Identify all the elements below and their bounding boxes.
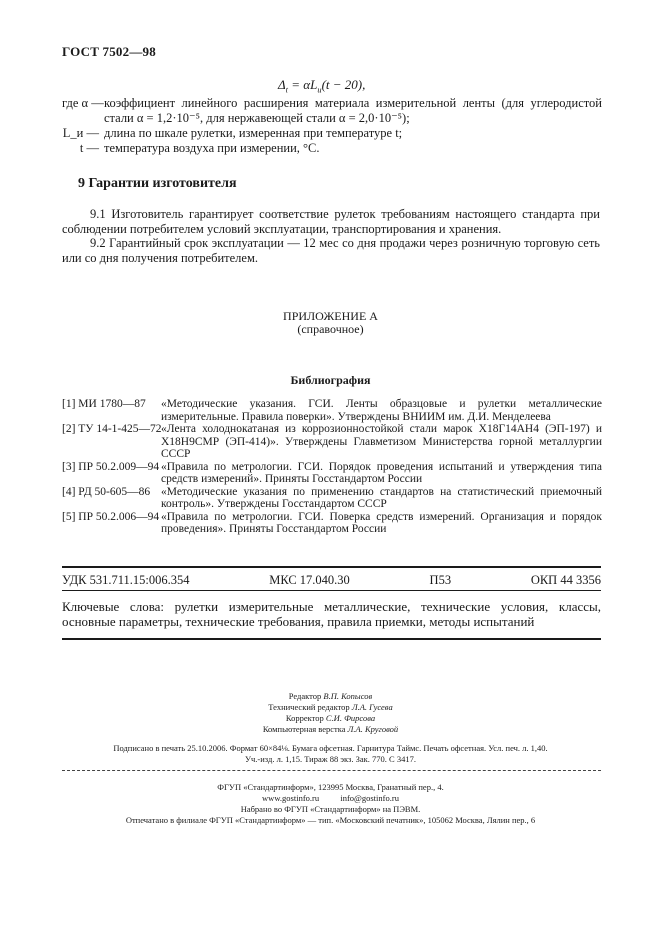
bibliography-text: «Методические указания по применению стандартов на статистический приемочный контроль». Утверждены Госстандартом СССР: [161, 485, 602, 510]
paragraph-9-2: 9.2 Гарантийный срок эксплуатации — 12 мес со дня продажи через розничную торговую сеть или со дня получения потребителем.: [62, 236, 600, 265]
mks-code: МКС 17.040.30: [269, 573, 350, 587]
udk-code: УДК 531.711.15:006.354: [62, 573, 190, 587]
credit-role: Редактор: [288, 691, 322, 701]
bibliography-entry: [62, 511, 602, 536]
definition-row: [62, 141, 602, 156]
classification-row: [62, 573, 601, 588]
definition-symbol: t —: [79, 141, 99, 155]
definition-text: длина по шкале рулетки, измеренная при температуре t;: [104, 126, 403, 140]
divider-dashed: [62, 770, 601, 771]
bibliography-entry: [62, 461, 602, 486]
bibliography-text: «Правила по метрологии. ГСИ. Поверка средств измерений. Организация и порядок проведения». Приняты Госстандартом России: [161, 510, 602, 535]
credit-role: Корректор: [285, 713, 324, 723]
divider-middle: [62, 590, 601, 591]
definition-row: [62, 126, 602, 141]
appendix-subtitle: (справочное): [297, 322, 364, 336]
credit-name: В.П. Копысов: [323, 691, 373, 701]
document-header: ГОСТ 7502—98: [62, 44, 156, 59]
publisher-line-3: Набрано во ФГУП «Стандартинформ» на ПЭВМ.: [240, 804, 421, 814]
credit-name: Л.А. Круговой: [347, 724, 399, 734]
bibliography-code: [2] ТУ 14-1-425—72: [62, 423, 162, 435]
credit-line: [0, 713, 661, 724]
p-code: П53: [429, 573, 452, 587]
formula: $\Delta_t = \alpha L_и(t - 20)$,: [278, 77, 366, 95]
credit-role: Компьютерная верстка: [262, 724, 346, 734]
print-info-line-1: Подписано в печать 25.10.2006. Формат 60×84⅛. Бумага офсетная. Гарнитура Таймс. Печать офсетная. Усл. печ. л. 1,40.: [113, 743, 548, 753]
bibliography-text: «Методические указания. ГСИ. Ленты образцовые и рулетки металлические измерительные. Правила поверки». Утверждены ВНИИМ им. Д.И. Менделеева: [161, 398, 602, 423]
bibliography-title: Библиография: [290, 373, 371, 387]
bibliography-text: «Правила по метрологии. ГСИ. Порядок проведения испытаний и утверждения типа средств измерений». Приняты Госстандартом России: [161, 460, 602, 485]
credit-role: Технический редактор: [268, 702, 350, 712]
credit-name: С.И. Фирсова: [325, 713, 376, 723]
section-title: 9 Гарантии изготовителя: [78, 176, 237, 191]
publisher-line-1: ФГУП «Стандартинформ», 123995 Москва, Гранатный пер., 4.: [217, 782, 444, 792]
okp-code: ОКП 44 3356: [530, 573, 601, 587]
credit-name: Л.А. Гусева: [351, 702, 393, 712]
publisher-line-4: Отпечатано в филиале ФГУП «Стандартинформ» — тип. «Московский печатник», 105062 Москва, Лялин пер., 6: [125, 815, 536, 825]
credit-line: [0, 724, 661, 735]
definition-symbol: L_и —: [62, 126, 99, 140]
bibliography-entry: [62, 398, 602, 423]
bibliography-code: [1] МИ 1780—87: [62, 398, 146, 410]
definition-symbol: где α —: [62, 96, 104, 110]
definition-list: [62, 96, 602, 156]
definition-text: температура воздуха при измерении, °С.: [104, 141, 320, 155]
credit-line: [0, 702, 661, 713]
bibliography-text: «Лента холоднокатаная из коррозионностойкой стали марок Х18Г14АН4 (ЭП-197) и Х18Н9СМР (ЭП-414)». Утверждены Главметизом Министерства горной металлургии СССР: [161, 423, 602, 460]
definition-text: коэффициент линейного расширения материала измерительной ленты (для углеродистой стали α = 1,2·10⁻⁵, для нержавеющей стали α = 2,0·10⁻⁵);: [104, 96, 602, 125]
divider-bottom: [62, 638, 601, 640]
keywords: Ключевые слова: рулетки измерительные металлические, технические условия, классы, основные параметры, технические требования, правила приемки, методы испытаний: [62, 599, 601, 629]
appendix-title: ПРИЛОЖЕНИЕ А: [283, 309, 378, 323]
bibliography-code: [5] ПР 50.2.006—94: [62, 510, 160, 523]
bibliography-code: [4] РД 50-605—86: [62, 485, 151, 498]
definition-row: [62, 96, 602, 126]
bibliography-code: [3] ПР 50.2.009—94: [62, 460, 160, 473]
bibliography-entry: [62, 423, 602, 461]
publisher-line-2: www.gostinfo.ru info@gostinfo.ru: [262, 793, 399, 803]
bibliography-entry: [62, 486, 602, 511]
print-info-line-2: Уч.-изд. л. 1,15. Тираж 88 экз. Зак. 770. С 3417.: [245, 754, 416, 764]
credit-line: [0, 691, 661, 702]
divider-top: [62, 566, 601, 568]
bibliography-list: [62, 398, 602, 536]
paragraph-9-1: 9.1 Изготовитель гарантирует соответствие рулеток требованиям настоящего стандарта при соблюдении потребителем условий эксплуатации, транспортирования и хранения.: [62, 207, 600, 236]
